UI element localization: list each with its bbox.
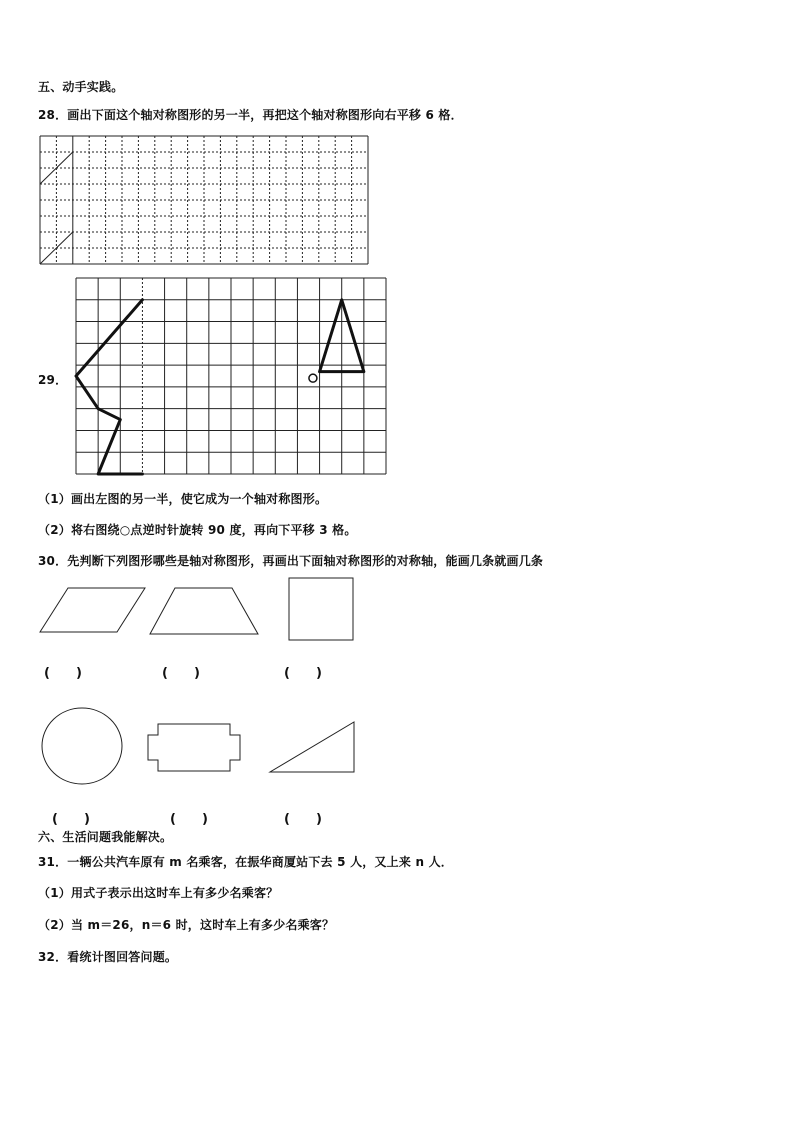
q30-blank-4[interactable]: ( )	[52, 812, 90, 827]
trapezoid-shape	[150, 588, 258, 634]
q29-sub1: （1）画出左图的另一半，使它成为一个轴对称图形。	[38, 492, 328, 506]
parallelogram-shape	[40, 588, 145, 632]
q30-blank-6[interactable]: ( )	[284, 812, 322, 827]
section5-heading: 五、动手实践。	[38, 80, 124, 94]
q28-text: 28．画出下面这个轴对称图形的另一半，再把这个轴对称图形向右平移 6 格．	[38, 108, 463, 122]
q31-sub2: （2）当 m＝26，n＝6 时，这时车上有多少名乘客？	[38, 918, 335, 932]
rectangle-shape	[289, 578, 353, 640]
q29-left-figure	[76, 300, 142, 474]
section6-heading: 六、生活问题我能解决。	[38, 830, 173, 844]
right-triangle-shape	[270, 722, 354, 772]
q31-text: 31．一辆公共汽车原有 m 名乘客，在振华商厦站下去 5 人，又上来 n 人．	[38, 855, 453, 869]
q29-rotation-point-icon	[309, 374, 317, 382]
q28-shape-edge	[40, 232, 73, 264]
q29-right-figure	[320, 300, 364, 372]
q29-sub2: （2）将右图绕○点逆时针旋转 90 度，再向下平移 3 格。	[38, 523, 357, 537]
q30-blank-2[interactable]: ( )	[162, 666, 200, 681]
q32-text: 32．看统计图回答问题。	[38, 950, 178, 964]
q30-blank-5[interactable]: ( )	[170, 812, 208, 827]
q29-number: 29．	[38, 373, 68, 387]
q30-blank-3[interactable]: ( )	[284, 666, 322, 681]
q28-shape-edge	[40, 152, 73, 184]
q30-blank-1[interactable]: ( )	[44, 666, 82, 681]
q31-sub1: （1）用式子表示出这时车上有多少名乘客？	[38, 886, 279, 900]
circle-shape	[42, 708, 122, 784]
notched-rectangle-shape	[148, 724, 240, 771]
q30-text: 30．先判断下列图形哪些是轴对称图形，再画出下面轴对称图形的对称轴，能画几条就画几条	[38, 554, 544, 568]
